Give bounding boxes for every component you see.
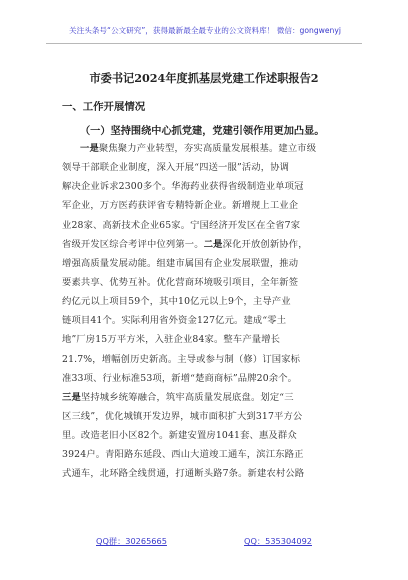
section-heading: 一、工作开展情况 xyxy=(62,101,146,113)
line-text: 增强高质量发展动能。组建市属国有企业发展联盟，推动 xyxy=(62,257,299,269)
paragraph-lead: 一是 xyxy=(80,143,99,154)
line-text: 地”厂房15万平方米，入驻企业84家。整车产量增长 xyxy=(62,334,281,346)
line-text: 21.7%，增幅创历史新高。主导或参与制（修）订国家标 xyxy=(62,353,301,365)
paragraph-lead: 三是 xyxy=(62,391,81,403)
line-text: 省级开发区综合考评中位列第一。 xyxy=(62,238,204,250)
body-line xyxy=(62,273,350,292)
body-line xyxy=(62,350,350,369)
body-line xyxy=(62,330,350,349)
body-line xyxy=(62,388,350,407)
line-text: 解决企业诉求2300多个。华海药业获得省级制造业单项冠 xyxy=(62,181,304,193)
qq-contact-link[interactable]: QQ：535304092 xyxy=(244,536,312,546)
body-line xyxy=(62,235,350,254)
line-text: 军企业，万方医药获评省专精特新企业。新增规上工业企 xyxy=(62,200,299,212)
body-line xyxy=(62,292,350,311)
header-divider xyxy=(46,43,362,44)
body-line xyxy=(62,407,350,426)
body-line xyxy=(62,158,350,177)
paragraph-lead: 二是 xyxy=(203,238,223,250)
body-text xyxy=(62,139,350,484)
line-text: 里。改造老旧小区82个。新建安置房1041套、惠及群众 xyxy=(62,430,297,442)
body-line xyxy=(62,369,350,388)
line-text: 区三线”，优化城镇开发边界，城市面积扩大到317平方公 xyxy=(62,410,303,422)
body-line xyxy=(62,216,350,235)
line-text: 聚焦聚力产业转型，夯实高质量发展根基。建立市级 xyxy=(98,143,317,154)
header-banner: 关注头条号“公文研究”，获得最新最全最专业的公文资料库！ 微信：gongwenyj xyxy=(69,26,341,35)
line-text: 准33项、行业标准53项，新增“楚商商标”品牌20余个。 xyxy=(62,372,298,384)
footer-contacts xyxy=(96,536,312,547)
body-line xyxy=(62,445,350,464)
line-text: 领导干部联企业制度，深入开展“四送一服”活动，协调 xyxy=(62,162,290,174)
body-line xyxy=(62,196,350,215)
line-text: 3924户。青阳路东延段、西山大道竣工通车，滨江东路正 xyxy=(62,449,304,461)
body-line xyxy=(62,177,350,196)
line-text: 链项目41个。实际利用省外资金127亿元。建成“零土 xyxy=(62,315,287,327)
qq-group-link[interactable]: QQ群：30265665 xyxy=(96,536,167,546)
sub-heading: （一）坚持围绕中心抓党建，党建引领作用更加凸显。 xyxy=(80,125,325,137)
line-text: 深化开放创新协作， xyxy=(222,238,308,250)
body-line xyxy=(62,139,350,158)
body-line xyxy=(62,254,350,273)
line-text: 约亿元以上项目59个，其中10亿元以上9个，主导产业 xyxy=(62,296,291,308)
line-text: 业28家、高新技术企业65家。宁国经济开发区在全省7家 xyxy=(62,219,301,231)
body-line xyxy=(62,311,350,330)
body-line xyxy=(62,426,350,445)
body-line xyxy=(62,464,350,483)
line-text: 坚持城乡统筹融合，筑牢高质量发展底盘。划定“三 xyxy=(80,391,294,403)
document-title: 市委书记2024年度抓基层党建工作述职报告2 xyxy=(89,71,319,85)
line-text: 要素共享、优势互补。优化营商环境吸引项目，全年新签 xyxy=(62,276,299,288)
line-text: 式通车，北环路全线贯通，打通断头路7条。新建农村公路 xyxy=(62,468,305,480)
